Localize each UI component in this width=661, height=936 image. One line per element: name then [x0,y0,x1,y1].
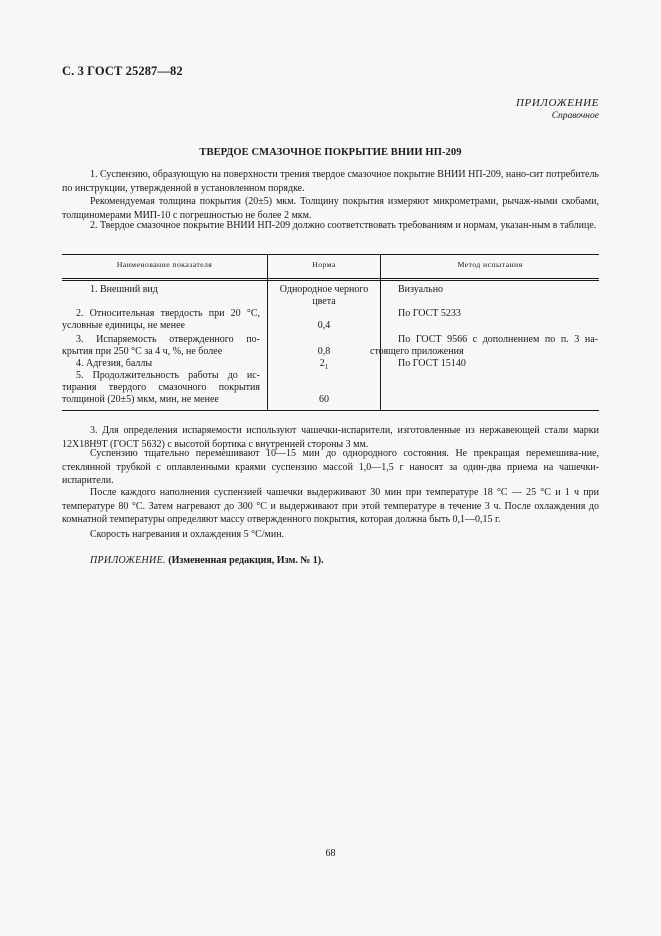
table-cell-method: По ГОСТ 9566 с дополнением по п. 3 на-стоящего приложения [370,334,598,357]
requirements-table [62,254,599,410]
table-cell-norm-value: 2 [319,358,325,369]
table-header-norm: Норма [312,260,336,269]
table-cell-norm: 0,8 [317,346,331,357]
table-cell-method: По ГОСТ 15140 [398,358,466,369]
paragraph-1: 1. Суспензию, образующую на поверхности трения твердое смазочное покрытие ВНИИ НП-209, нано-сит потребитель по инструкции, утвержденной в установленном порядке. [62,169,599,194]
document-title: ТВЕРДОЕ СМАЗОЧНОЕ ПОКРЫТИЕ ВНИИ НП-209 [199,147,462,158]
paragraph-5: Суспензию тщательно перемешивают 10—15 мин до однородного состояния. Не прекращая перемешива-ние, стеклянной трубкой с оплавленными краями суспензию массой 1,0—1,5 г наносят за один-два приема на чашечки-испарители. [62,448,599,486]
paragraph-4: 3. Для определения испаряемости используют чашечки-испарители, изготовленные из нержавеющей стали марки 12Х18Н9Т (ГОСТ 5632) с высотой бортика с внутренней стороны 3 мм. [62,425,599,450]
table-cell-name: 2. Относительная твердость при 20 °С, условные единицы, не менее [62,308,260,331]
table-cell-name: 3. Испаряемость отвержденного по-крытия при 250 °С за 4 ч, %, не более [62,334,260,357]
paragraph-7: Скорость нагревания и охлаждения 5 °С/мин. [90,529,285,540]
amendment-note [62,555,599,566]
table-cell-norm: Однородное черного цвета [279,284,369,307]
paragraph-6: После каждого наполнения суспензией чашечки выдерживают 30 мин при температуре 18 °С — 25 °С и 1 ч при температуре 80 °С. Затем нагревают до 300 °С и выдерживают при этой температуре в течение 3 ч. После охлаждения до комнатной температуры определяют массу отвержденного покрытия, которая должна быть 0,1—0,15 г. [62,487,599,525]
table-cell-norm [274,358,374,373]
paragraph-3: 2. Твердое смазочное покрытие ВНИИ НП-209 должно соответствовать требованиям и нормам, указан-ным в таблице. [90,220,597,231]
table-header-method: Метод испытания [457,260,523,269]
page-number: 68 [325,848,336,859]
amendment-note-label: ПРИЛОЖЕНИЕ. [90,555,166,566]
table-cell-method: По ГОСТ 5233 [398,308,461,319]
appendix-label-title: ПРИЛОЖЕНИЕ [516,97,599,109]
table-header-name: Наименование показателя [116,260,213,269]
table-cell-name: 5. Продолжительность работы до ис-тирания твердого смазочного покрытия толщиной (20±5) мкм, мин, не менее [62,370,260,405]
table-cell-method: Визуально [398,284,444,295]
appendix-label [516,97,599,123]
table-cell-norm: 0,4 [317,320,331,331]
page-header: С. 3 ГОСТ 25287—82 [62,64,183,78]
table-cell-norm: 60 [319,394,329,405]
table-cell-name: 1. Внешний вид [90,284,158,295]
table-cell-name: 4. Адгезия, баллы [76,358,153,369]
appendix-label-type: Справочное [551,111,599,121]
amendment-note-text: (Измененная редакция, Изм. № 1). [168,555,324,566]
paragraph-2: Рекомендуемая толщина покрытия (20±5) мкм. Толщину покрытия измеряют микрометрами, рычаж-ными скобами, толщиномерами МИП-10 с погрешностью не более 2 мкм. [62,196,599,221]
table-cell-norm-subscript: 1 [324,363,329,371]
